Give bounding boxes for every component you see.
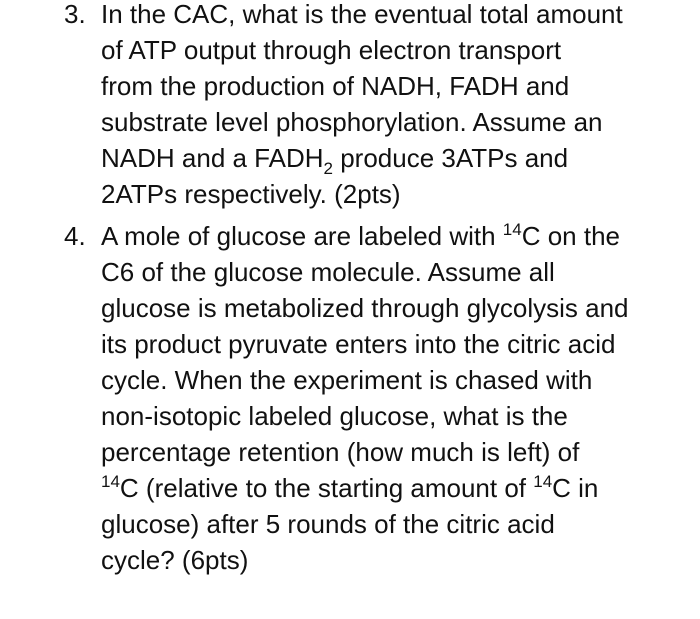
text-line: glucose is metabolized through glycolysis and bbox=[101, 293, 629, 323]
text-line: non-isotopic labeled glucose, what is the bbox=[101, 401, 568, 431]
text-segment: NADH and a FADH bbox=[101, 143, 324, 173]
question-number: 3. bbox=[64, 0, 86, 29]
text-line: its product pyruvate enters into the citric acid bbox=[101, 329, 616, 359]
text-line: In the CAC, what is the eventual total amount bbox=[101, 0, 623, 29]
superscript: 14 bbox=[502, 220, 522, 239]
superscript: 14 bbox=[101, 472, 120, 491]
text-line-with-subscript bbox=[101, 140, 691, 176]
text-line-with-superscript bbox=[101, 470, 691, 506]
text-segment: C in bbox=[552, 473, 599, 503]
text-segment: C (relative to the starting amount of bbox=[119, 473, 534, 503]
text-segment: C on the bbox=[521, 221, 621, 251]
question-text bbox=[101, 218, 691, 578]
subscript: 2 bbox=[323, 159, 333, 178]
text-segment: produce 3ATPs and bbox=[333, 143, 569, 173]
text-line: cycle. When the experiment is chased with bbox=[101, 365, 593, 395]
text-line: of ATP output through electron transport bbox=[101, 35, 562, 65]
superscript: 14 bbox=[533, 472, 553, 491]
text-line-with-superscript bbox=[101, 218, 691, 254]
question-text bbox=[101, 0, 691, 212]
text-segment: A mole of glucose are labeled with bbox=[101, 221, 503, 251]
text-line: 2ATPs respectively. (2pts) bbox=[101, 179, 401, 209]
text-line: substrate level phosphorylation. Assume an bbox=[101, 107, 603, 137]
text-line: cycle? (6pts) bbox=[101, 545, 249, 575]
text-line: glucose) after 5 rounds of the citric acid bbox=[101, 509, 555, 539]
text-line: C6 of the glucose molecule. Assume all bbox=[101, 257, 555, 287]
text-line: percentage retention (how much is left) of bbox=[101, 437, 580, 467]
question-number: 4. bbox=[64, 221, 86, 251]
text-line: from the production of NADH, FADH and bbox=[101, 71, 570, 101]
